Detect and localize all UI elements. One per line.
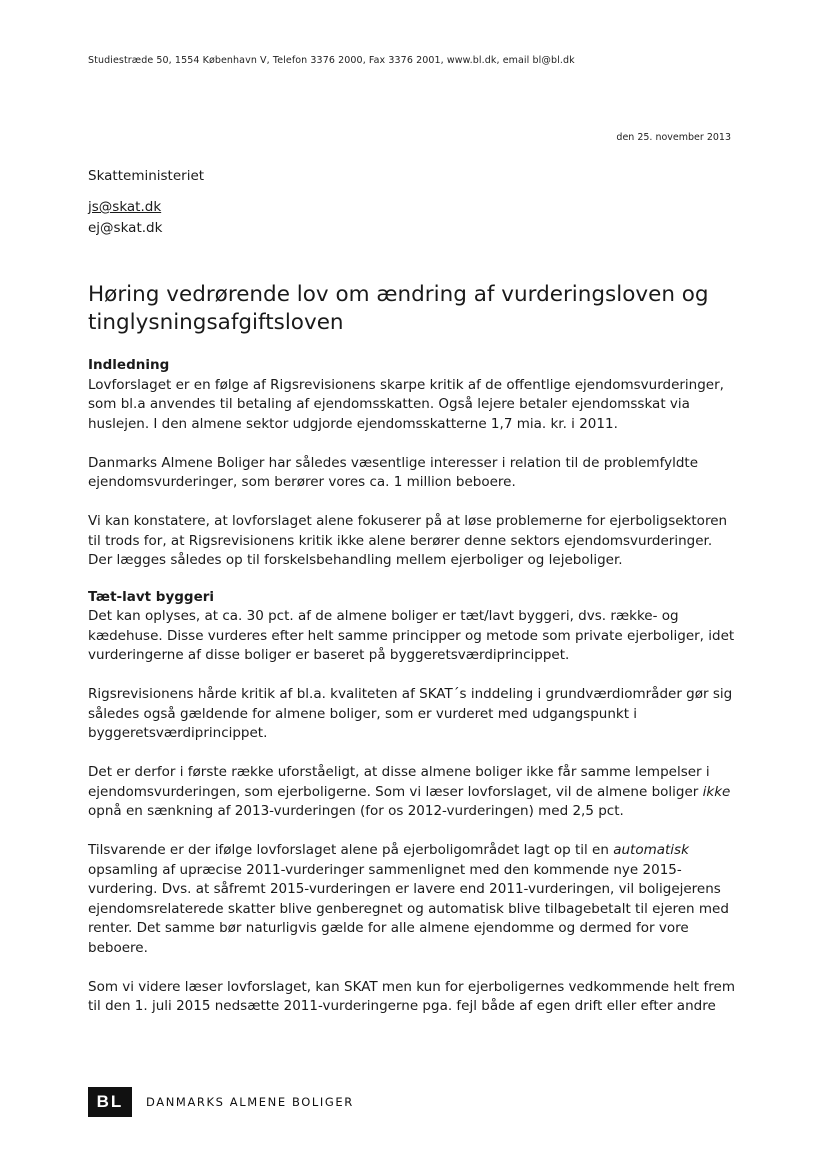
letter-date: den 25. november 2013 xyxy=(616,132,731,143)
paragraph-text: opsamling af upræcise 2011-vurderinger sammenlignet med den kommende nye 2015-vurdering. Dvs. at såfremt 2015-vurderingen er lavere end 2011-vurderingen, vil boligejerens ejendomsrelaterede skatter blive genberegnet og automatisk blive tilbagebetalt til ejeren med renter. Det samme bør naturligvis gælde for alle almene ejendomme og dermed for vore beboere. xyxy=(88,861,729,956)
footer xyxy=(88,1087,354,1117)
letter-body xyxy=(88,356,738,1017)
letter-title: Høring vedrørende lov om ændring af vurderingsloven og tinglysningsafgiftsloven xyxy=(88,282,709,335)
emphasis-text: automatisk xyxy=(613,842,689,858)
organization-name: DANMARKS ALMENE BOLIGER xyxy=(146,1095,354,1109)
section-heading-intro: Indledning xyxy=(88,357,170,373)
paragraph: Rigsrevisionens hårde kritik af bl.a. kvaliteten af SKAT´s inddeling i grundværdiområder gør sig således også gældende for almene boliger, som er vurderet med udgangspunkt i byggeretsværdiprincippet. xyxy=(88,686,733,741)
recipient-email: ej@skat.dk xyxy=(88,220,163,236)
recipient-email-link[interactable]: js@skat.dk xyxy=(88,199,162,215)
letterhead-address: Studiestræde 50, 1554 København V, Telefon 3376 2000, Fax 3376 2001, www.bl.dk, email bl@bl.dk xyxy=(88,55,575,66)
recipient-block xyxy=(88,166,204,239)
paragraph-text: Tilsvarende er der ifølge lovforslaget alene på ejerboligområdet lagt op til en xyxy=(88,842,614,858)
paragraph: Danmarks Almene Boliger har således væsentlige interesser i relation til de problemfyldte ejendomsvurderinger, som berører vores ca. 1 million beboere. xyxy=(88,454,698,490)
paragraph xyxy=(88,841,738,958)
emphasis-text: ikke xyxy=(702,783,731,800)
paragraph: Det kan oplyses, at ca. 30 pct. af de almene boliger er tæt/lavt byggeri, dvs. række- og kædehuse. Disse vurderes efter helt samme principper og metode som private ejerboliger, idet vurderingerne af disse boliger er baseret på byggeretsværdiprincippet. xyxy=(88,608,735,663)
paragraph: Lovforslaget er en følge af Rigsrevisionens skarpe kritik af de offentlige ejendomsvurderinger, som bl.a anvendes til betaling af ejendomsskatten. Også lejere betaler ejendomsskat via huslejen. I den almene sektor udgjorde ejendomsskatterne 1,7 mia. kr. i 2011. xyxy=(88,376,724,432)
bl-logo: BL xyxy=(88,1087,132,1117)
paragraph: Som vi videre læser lovforslaget, kan SKAT men kun for ejerboligernes vedkommende helt frem til den 1. juli 2015 nedsætte 2011-vurderingerne pga. fejl både af egen drift eller efter andre xyxy=(88,978,735,1014)
recipient-name: Skatteministeriet xyxy=(88,168,205,184)
paragraph xyxy=(88,763,738,822)
paragraph-text: opnå en sænkning af 2013-vurderingen (for os 2012-vurderingen) med 2,5 pct. xyxy=(88,803,624,819)
paragraph-text: Det er derfor i første række uforståeligt, at disse almene boliger ikke får samme lempelser i ejendomsvurderingen, som ejerboligerne. Som vi læser lovforslaget, vil de almene boliger xyxy=(88,764,710,800)
paragraph: Vi kan konstatere, at lovforslaget alene fokuserer på at løse problemerne for ejerboligsektoren til trods for, at Rigsrevisionens kritik ikke alene berører denne sektors ejendomsvurderinger. Der lægges således op til forskelsbehandling mellem ejerboliger og lejeboliger. xyxy=(88,513,728,568)
section-heading-taet-lavt: Tæt-lavt byggeri xyxy=(88,588,215,605)
